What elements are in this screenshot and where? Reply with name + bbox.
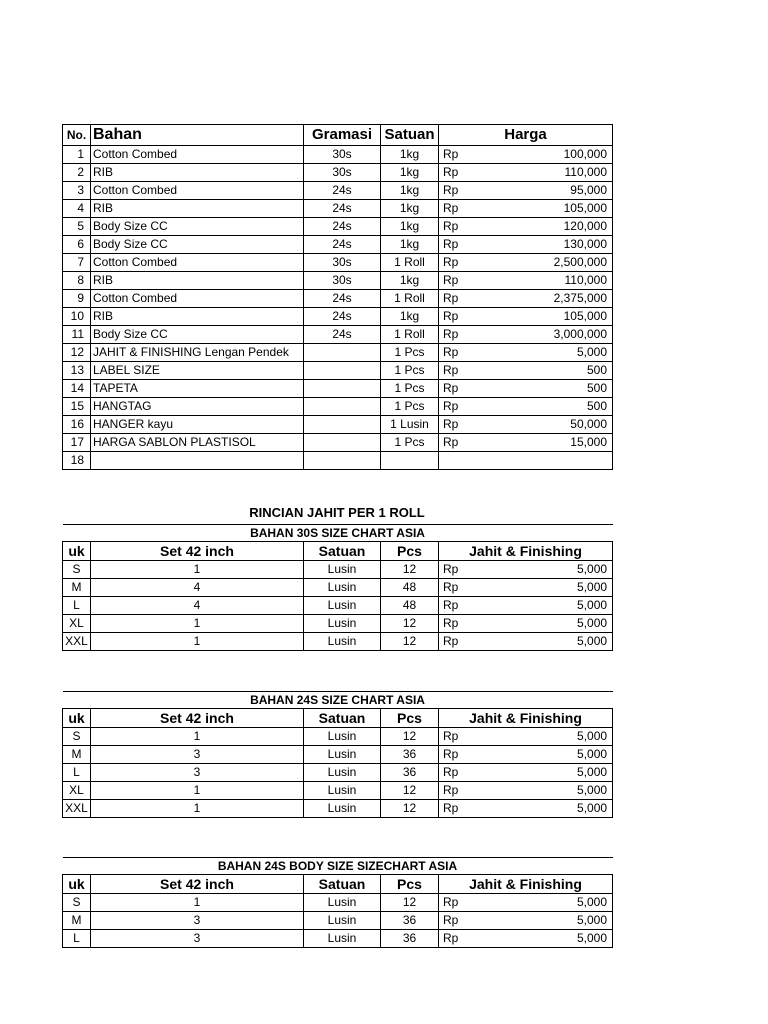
row-harga: 500 — [475, 362, 613, 380]
row-currency: Rp — [439, 561, 475, 579]
table-row — [63, 633, 613, 651]
row-pcs: 12 — [381, 800, 439, 818]
size-table-title: BAHAN 24S BODY SIZE SIZECHART ASIA — [63, 858, 613, 875]
row-uk: L — [63, 597, 91, 615]
header-satuan: Satuan — [381, 125, 439, 146]
row-no: 4 — [63, 200, 91, 218]
row-currency: Rp — [439, 894, 475, 912]
row-gramasi: 30s — [304, 254, 381, 272]
row-gramasi: 24s — [304, 326, 381, 344]
row-pcs: 36 — [381, 912, 439, 930]
row-harga: 5,000 — [475, 597, 613, 615]
row-gramasi: 24s — [304, 182, 381, 200]
row-uk: S — [63, 561, 91, 579]
row-currency: Rp — [439, 380, 475, 398]
table-row — [63, 308, 613, 326]
row-set: 1 — [91, 728, 304, 746]
row-no: 2 — [63, 164, 91, 182]
row-no: 11 — [63, 326, 91, 344]
size-table-30s — [62, 524, 613, 651]
row-no: 6 — [63, 236, 91, 254]
row-harga: 15,000 — [475, 434, 613, 452]
header-pcs: Pcs — [381, 875, 439, 894]
row-satuan: 1 Pcs — [381, 380, 439, 398]
table-row — [63, 930, 613, 948]
row-set: 3 — [91, 912, 304, 930]
table-row — [63, 290, 613, 308]
row-bahan: RIB — [91, 272, 304, 290]
row-harga: 2,375,000 — [475, 290, 613, 308]
row-gramasi: 30s — [304, 164, 381, 182]
table-row — [63, 164, 613, 182]
row-gramasi: 24s — [304, 308, 381, 326]
row-pcs: 12 — [381, 633, 439, 651]
row-harga: 5,000 — [475, 728, 613, 746]
row-no: 17 — [63, 434, 91, 452]
size-table-header — [63, 709, 613, 728]
row-no: 8 — [63, 272, 91, 290]
row-satuan: 1 Pcs — [381, 398, 439, 416]
row-bahan: Body Size CC — [91, 326, 304, 344]
row-satuan: 1 Roll — [381, 326, 439, 344]
header-bahan: Bahan — [91, 125, 304, 146]
row-satuan: 1kg — [381, 272, 439, 290]
row-bahan: RIB — [91, 200, 304, 218]
row-pcs: 36 — [381, 930, 439, 948]
table-row — [63, 416, 613, 434]
row-bahan: TAPETA — [91, 380, 304, 398]
row-bahan: Cotton Combed — [91, 254, 304, 272]
row-satuan: 1 Pcs — [381, 434, 439, 452]
row-currency: Rp — [439, 182, 475, 200]
row-harga: 5,000 — [475, 894, 613, 912]
table-row — [63, 764, 613, 782]
table-row — [63, 362, 613, 380]
row-satuan: Lusin — [304, 746, 381, 764]
row-currency: Rp — [439, 615, 475, 633]
row-harga: 5,000 — [475, 782, 613, 800]
row-currency: Rp — [439, 362, 475, 380]
row-no: 1 — [63, 146, 91, 164]
row-harga: 105,000 — [475, 200, 613, 218]
row-harga: 5,000 — [475, 633, 613, 651]
table-row — [63, 579, 613, 597]
header-harga: Harga — [439, 125, 613, 146]
table-row — [63, 728, 613, 746]
row-set: 1 — [91, 615, 304, 633]
row-satuan: 1 Roll — [381, 290, 439, 308]
price-table-header — [63, 125, 613, 146]
header-uk: uk — [63, 542, 91, 561]
row-bahan: RIB — [91, 164, 304, 182]
row-set: 1 — [91, 561, 304, 579]
header-set: Set 42 inch — [91, 875, 304, 894]
row-currency: Rp — [439, 416, 475, 434]
row-bahan: JAHIT & FINISHING Lengan Pendek — [91, 344, 304, 362]
row-uk: M — [63, 746, 91, 764]
row-gramasi: 24s — [304, 200, 381, 218]
row-no: 15 — [63, 398, 91, 416]
size-table-header — [63, 542, 613, 561]
row-currency: Rp — [439, 308, 475, 326]
row-satuan: Lusin — [304, 597, 381, 615]
row-no: 3 — [63, 182, 91, 200]
header-jahit: Jahit & Finishing — [439, 875, 613, 894]
header-pcs: Pcs — [381, 542, 439, 561]
header-jahit: Jahit & Finishing — [439, 542, 613, 561]
table-row — [63, 146, 613, 164]
table-row — [63, 782, 613, 800]
row-gramasi — [304, 380, 381, 398]
header-satuan: Satuan — [304, 709, 381, 728]
row-harga: 100,000 — [475, 146, 613, 164]
row-gramasi — [304, 434, 381, 452]
row-gramasi — [304, 452, 381, 470]
row-currency: Rp — [439, 728, 475, 746]
price-table-body — [63, 146, 613, 470]
row-set: 1 — [91, 633, 304, 651]
row-gramasi: 30s — [304, 272, 381, 290]
row-currency: Rp — [439, 200, 475, 218]
row-harga: 3,000,000 — [475, 326, 613, 344]
row-satuan — [381, 452, 439, 470]
table-row — [63, 254, 613, 272]
row-currency — [439, 452, 475, 470]
row-currency: Rp — [439, 254, 475, 272]
table-row — [63, 452, 613, 470]
row-satuan: 1 Roll — [381, 254, 439, 272]
row-satuan: 1 Pcs — [381, 344, 439, 362]
size-table-title: BAHAN 30S SIZE CHART ASIA — [63, 525, 613, 542]
row-uk: S — [63, 728, 91, 746]
row-set: 4 — [91, 579, 304, 597]
row-harga: 5,000 — [475, 344, 613, 362]
table-row — [63, 272, 613, 290]
row-harga: 110,000 — [475, 164, 613, 182]
row-currency: Rp — [439, 930, 475, 948]
table-row — [63, 615, 613, 633]
header-set: Set 42 inch — [91, 709, 304, 728]
row-satuan: Lusin — [304, 633, 381, 651]
row-satuan: 1kg — [381, 200, 439, 218]
table-row — [63, 894, 613, 912]
row-harga: 110,000 — [475, 272, 613, 290]
table-row — [63, 236, 613, 254]
header-jahit: Jahit & Finishing — [439, 709, 613, 728]
row-currency: Rp — [439, 597, 475, 615]
row-gramasi: 30s — [304, 146, 381, 164]
row-uk: L — [63, 764, 91, 782]
row-satuan: 1kg — [381, 164, 439, 182]
row-satuan: Lusin — [304, 579, 381, 597]
row-no: 16 — [63, 416, 91, 434]
row-pcs: 48 — [381, 579, 439, 597]
table-row — [63, 218, 613, 236]
row-uk: M — [63, 579, 91, 597]
row-uk: XL — [63, 615, 91, 633]
header-satuan: Satuan — [304, 875, 381, 894]
row-harga — [475, 452, 613, 470]
row-harga: 5,000 — [475, 912, 613, 930]
row-currency: Rp — [439, 236, 475, 254]
row-currency: Rp — [439, 912, 475, 930]
row-set: 1 — [91, 800, 304, 818]
row-set: 3 — [91, 746, 304, 764]
row-satuan: Lusin — [304, 615, 381, 633]
row-harga: 120,000 — [475, 218, 613, 236]
row-harga: 5,000 — [475, 561, 613, 579]
row-pcs: 12 — [381, 561, 439, 579]
row-no: 5 — [63, 218, 91, 236]
row-satuan: 1kg — [381, 146, 439, 164]
row-no: 9 — [63, 290, 91, 308]
row-satuan: 1kg — [381, 308, 439, 326]
table-row — [63, 800, 613, 818]
table-row — [63, 326, 613, 344]
header-pcs: Pcs — [381, 709, 439, 728]
row-satuan: 1 Pcs — [381, 362, 439, 380]
header-set: Set 42 inch — [91, 542, 304, 561]
row-currency: Rp — [439, 290, 475, 308]
row-pcs: 12 — [381, 615, 439, 633]
row-harga: 5,000 — [475, 764, 613, 782]
row-currency: Rp — [439, 326, 475, 344]
row-satuan: Lusin — [304, 894, 381, 912]
header-no: No. — [63, 125, 91, 146]
row-uk: L — [63, 930, 91, 948]
table-row — [63, 434, 613, 452]
row-pcs: 36 — [381, 746, 439, 764]
size-table-24s-body — [62, 857, 613, 948]
row-set: 1 — [91, 894, 304, 912]
row-bahan: HANGTAG — [91, 398, 304, 416]
row-currency: Rp — [439, 398, 475, 416]
row-uk: XL — [63, 782, 91, 800]
row-currency: Rp — [439, 164, 475, 182]
row-currency: Rp — [439, 764, 475, 782]
row-satuan: 1kg — [381, 182, 439, 200]
row-gramasi — [304, 344, 381, 362]
row-satuan: 1kg — [381, 236, 439, 254]
row-currency: Rp — [439, 272, 475, 290]
table-row — [63, 344, 613, 362]
row-no: 12 — [63, 344, 91, 362]
row-harga: 50,000 — [475, 416, 613, 434]
row-pcs: 12 — [381, 894, 439, 912]
row-satuan: Lusin — [304, 912, 381, 930]
row-no: 18 — [63, 452, 91, 470]
row-bahan: Body Size CC — [91, 236, 304, 254]
row-gramasi — [304, 362, 381, 380]
row-satuan: 1kg — [381, 218, 439, 236]
row-harga: 5,000 — [475, 746, 613, 764]
table-row — [63, 912, 613, 930]
row-harga: 500 — [475, 380, 613, 398]
row-bahan: Cotton Combed — [91, 290, 304, 308]
rincian-title: RINCIAN JAHIT PER 1 ROLL — [249, 505, 425, 520]
table-row — [63, 182, 613, 200]
row-harga: 5,000 — [475, 800, 613, 818]
row-pcs: 48 — [381, 597, 439, 615]
table-row — [63, 746, 613, 764]
header-uk: uk — [63, 709, 91, 728]
row-currency: Rp — [439, 146, 475, 164]
row-gramasi — [304, 398, 381, 416]
row-bahan: Cotton Combed — [91, 146, 304, 164]
size-table-24s — [62, 691, 613, 818]
row-satuan: Lusin — [304, 800, 381, 818]
row-harga: 2,500,000 — [475, 254, 613, 272]
row-harga: 105,000 — [475, 308, 613, 326]
row-bahan: Body Size CC — [91, 218, 304, 236]
row-currency: Rp — [439, 746, 475, 764]
row-harga: 5,000 — [475, 615, 613, 633]
row-satuan: Lusin — [304, 782, 381, 800]
row-satuan: Lusin — [304, 764, 381, 782]
table-row — [63, 561, 613, 579]
row-satuan: Lusin — [304, 728, 381, 746]
size-table-header — [63, 875, 613, 894]
row-no: 7 — [63, 254, 91, 272]
row-satuan: Lusin — [304, 561, 381, 579]
row-bahan: Cotton Combed — [91, 182, 304, 200]
row-bahan: LABEL SIZE — [91, 362, 304, 380]
size-table-title: BAHAN 24S SIZE CHART ASIA — [63, 692, 613, 709]
row-set: 1 — [91, 782, 304, 800]
row-satuan: Lusin — [304, 930, 381, 948]
row-uk: XXL — [63, 800, 91, 818]
row-gramasi: 24s — [304, 218, 381, 236]
price-table — [62, 124, 613, 470]
row-uk: M — [63, 912, 91, 930]
row-pcs: 12 — [381, 782, 439, 800]
row-harga: 5,000 — [475, 579, 613, 597]
row-satuan: 1 Lusin — [381, 416, 439, 434]
row-uk: S — [63, 894, 91, 912]
row-bahan: RIB — [91, 308, 304, 326]
table-row — [63, 380, 613, 398]
row-no: 10 — [63, 308, 91, 326]
table-row — [63, 200, 613, 218]
row-currency: Rp — [439, 800, 475, 818]
header-gramasi: Gramasi — [304, 125, 381, 146]
header-uk: uk — [63, 875, 91, 894]
row-no: 14 — [63, 380, 91, 398]
row-gramasi: 24s — [304, 236, 381, 254]
header-satuan: Satuan — [304, 542, 381, 561]
row-gramasi — [304, 416, 381, 434]
row-currency: Rp — [439, 218, 475, 236]
row-pcs: 12 — [381, 728, 439, 746]
row-harga: 500 — [475, 398, 613, 416]
table-row — [63, 398, 613, 416]
row-uk: XXL — [63, 633, 91, 651]
row-set: 4 — [91, 597, 304, 615]
row-currency: Rp — [439, 782, 475, 800]
row-set: 3 — [91, 764, 304, 782]
row-harga: 95,000 — [475, 182, 613, 200]
row-bahan — [91, 452, 304, 470]
row-currency: Rp — [439, 344, 475, 362]
row-harga: 130,000 — [475, 236, 613, 254]
row-bahan: HARGA SABLON PLASTISOL — [91, 434, 304, 452]
row-gramasi: 24s — [304, 290, 381, 308]
row-pcs: 36 — [381, 764, 439, 782]
table-row — [63, 597, 613, 615]
row-set: 3 — [91, 930, 304, 948]
row-currency: Rp — [439, 434, 475, 452]
row-currency: Rp — [439, 633, 475, 651]
row-harga: 5,000 — [475, 930, 613, 948]
row-no: 13 — [63, 362, 91, 380]
row-currency: Rp — [439, 579, 475, 597]
row-bahan: HANGER kayu — [91, 416, 304, 434]
